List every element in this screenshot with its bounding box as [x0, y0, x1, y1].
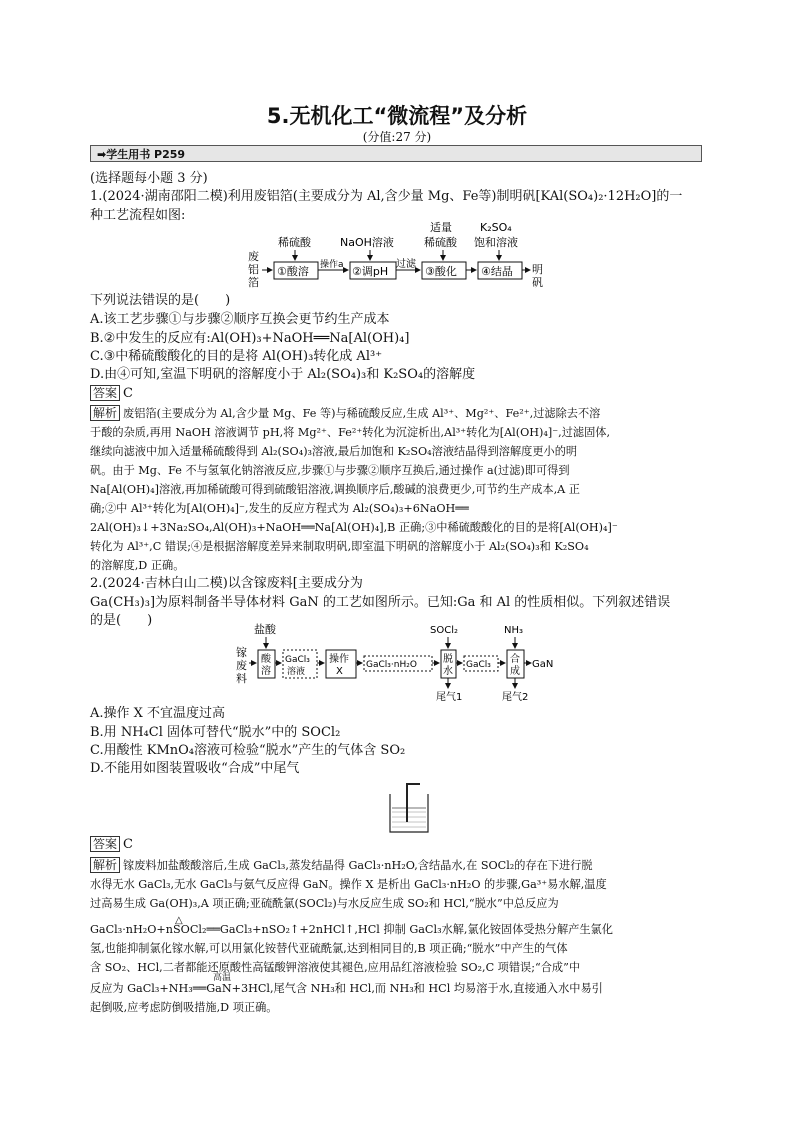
q1-reagent-4b: 饱和溶液: [474, 236, 518, 249]
q2-hcl: 盐酸: [254, 623, 276, 636]
score-note: (分值:27 分): [362, 130, 432, 144]
q1-start-char2: 铝: [248, 263, 259, 276]
q2-answer: C: [123, 837, 133, 852]
q1-option-b: B.②中发生的反应有:Al(OH)₃+NaOH══Na[Al(OH)₄]: [90, 331, 410, 346]
q1-answer: C: [123, 386, 133, 401]
q2-explain-line5: 氢,也能抑制氯化镓水解,可以用氯化铵替代亚硫酰氯,达到相同目的,B 项正确;“脱水”中产生的气体: [90, 942, 568, 955]
q1-filter: 过滤: [396, 259, 416, 270]
q2-option-d: D.不能用如图装置吸收“合成”中尾气: [90, 761, 300, 776]
q1-explain-tag: 解析: [90, 405, 120, 421]
q1-option-c: C.③中稀硫酸酸化的目的是将 Al(OH)₃转化成 Al³⁺: [90, 349, 383, 364]
q2-start-char1: 镓: [236, 646, 247, 659]
q1-step-2: ②调pH: [352, 265, 389, 278]
q1-stem-line1: 1.(2024·湖南邵阳二模)利用废铝箔(主要成分为 Al,含少量 Mg、Fe等)制明矾[KAl(SO₄)₂·12H₂O]的一: [90, 189, 683, 204]
q1-step-4: ④结晶: [481, 265, 513, 278]
q1-explain-line5: Na[Al(OH)₄]溶液,再加稀硫酸可得到硫酸铝溶液,调换顺序后,酸碱的浪费更少,可节约生产成本,A 正: [90, 483, 580, 496]
q1-step-1: ①酸溶: [277, 265, 309, 278]
q2-box-opx-1: 操作: [329, 654, 349, 665]
q1-explain-line7: 2Al(OH)₃↓+3Na₂SO₄,Al(OH)₃+NaOH══Na[Al(OH)₄],B 正确;③中稀硫酸酸化的目的是将[Al(OH)₄]⁻: [90, 521, 618, 534]
q1-explain-line6: 确;②中 Al³⁺转化为[Al(OH)₄]⁻,发生的反应方程式为 Al₂(SO₄)₃+6NaOH══: [90, 502, 469, 515]
question-note: (选择题每小题 3 分): [90, 171, 208, 186]
q2-box-acid-2: 溶: [261, 666, 271, 677]
q2-stem-line3: 的是( ): [90, 613, 153, 628]
q2-box-opx-2: X: [336, 666, 343, 677]
q2-tail-gas-2: 尾气2: [502, 692, 529, 703]
q1-explain-line4: 矾。由于 Mg、Fe 不与氢氧化钠溶液反应,步骤①与步骤②顺序互换后,通过操作 a(过滤)即可得到: [90, 464, 570, 477]
q1-answer-row: [90, 385, 702, 403]
q2-explain-tag: 解析: [90, 857, 120, 873]
q2-box-hydrate-text: GaCl₃·nH₂O: [366, 660, 417, 670]
q2-option-c: C.用酸性 KMnO₄溶液可检验“脱水”产生的气体含 SO₂: [90, 743, 406, 758]
q2-option-b: B.用 NH₄Cl 固体可替代“脱水”中的 SOCl₂: [90, 725, 341, 740]
q1-stem-line2: 种工艺流程如图:: [90, 208, 186, 223]
q2-box-syn-2: 成: [510, 666, 520, 677]
q1-end-char1: 明: [532, 263, 543, 276]
q2-socl2: SOCl₂: [430, 625, 458, 636]
q2-explain-line8: 起倒吸,应考虑防倒吸措施,D 项正确。: [90, 1001, 278, 1014]
q1-explain-line3: 继续向滤液中加入适量稀硫酸得到 Al₂(SO₄)₃溶液,最后加饱和 K₂SO₄溶液结晶得到溶解度更小的明: [90, 445, 578, 458]
q1-reagent-1: 稀硫酸: [278, 236, 311, 249]
page-title: 5.无机化工“微流程”及分析: [266, 104, 528, 128]
q2-box-dehy-1: 脱: [443, 654, 453, 665]
q1-start-char3: 箔: [248, 276, 259, 289]
q1-answer-tag: 答案: [90, 385, 120, 401]
q2-flow-diagram: [230, 620, 565, 706]
q1-explain-line9: 的溶解度,D 正确。: [90, 559, 185, 572]
beaker-apparatus-image: [384, 778, 434, 836]
q2-high-temp-label: 高温: [213, 973, 232, 983]
q2-tail-gas-1: 尾气1: [436, 692, 463, 703]
q1-reagent-3b: 稀硫酸: [424, 236, 457, 249]
q1-end-char2: 矾: [532, 276, 543, 289]
q2-explain-line1: 解析 镓废料加盐酸酸溶后,生成 GaCl₃,蒸发结晶得 GaCl₃·nH₂O,含结晶水,在 SOCl₂的存在下进行脱: [90, 856, 702, 875]
q2-box-acid-1: 酸: [261, 654, 271, 665]
q2-box-sol-2: 溶液: [287, 667, 306, 677]
q1-explain-line2: 于酸的杂质,再用 NaOH 溶液调节 pH,将 Mg²⁺、Fe²⁺转化为沉淀析出,Al³⁺转化为[Al(OH)₄]⁻,过滤固体,: [90, 426, 611, 439]
q2-explain-line6: 含 SO₂、HCl,二者都能还原酸性高锰酸钾溶液使其褪色,应用品红溶液检验 SO₂,C 项错误;“合成”中: [90, 961, 581, 974]
q2-box-dehy-2: 水: [443, 666, 453, 677]
q1-prompt: 下列说法错误的是( ): [90, 293, 231, 308]
q2-heat-symbol: △: [175, 915, 183, 926]
q1-flow-diagram: [240, 218, 560, 290]
q1-step-3: ③酸化: [425, 265, 457, 278]
q2-answer-tag: 答案: [90, 836, 120, 852]
q2-start-char3: 料: [236, 672, 247, 685]
q2-explain-line2: 水得无水 GaCl₃,无水 GaCl₃与氨气反应得 GaN。操作 X 是析出 GaCl₃·nH₂O 的步骤,Ga³⁺易水解,温度: [90, 878, 607, 891]
q2-nh3: NH₃: [504, 625, 524, 636]
q1-option-d: D.由④可知,室温下明矾的溶解度小于 Al₂(SO₄)₃和 K₂SO₄的溶解度: [90, 367, 476, 382]
q2-explain-line7: 反应为 GaCl₃+NH₃══GaN+3HCl,尾气含 NH₃和 HCl,而 NH₃和 HCl 均易溶于水,直接通入水中易引: [90, 982, 603, 995]
q2-answer-row: [90, 836, 702, 854]
q2-box-sol-1: GaCl₃: [285, 655, 310, 665]
q2-box-syn-1: 合: [510, 654, 520, 665]
q2-stem-line1: 2.(2024·吉林白山二模)以含镓废料[主要成分为: [90, 576, 363, 591]
q2-product: GaN: [532, 659, 554, 670]
q2-stem-line2: Ga(CH₃)₃]为原料制备半导体材料 GaN 的工艺如图所示。已知:Ga 和 Al 的性质相似。下列叙述错误: [90, 595, 671, 610]
q2-start-char2: 废: [236, 659, 247, 672]
q1-reagent-2: NaOH溶液: [340, 236, 394, 249]
q1-reagent-3a: 适量: [430, 221, 452, 234]
q1-reagent-4a: K₂SO₄: [480, 221, 512, 234]
q2-explain-line3: 过高易生成 Ga(OH)₃,A 项正确;亚硫酰氯(SOCl₂)与水反应生成 SO₂和 HCl,“脱水”中总反应为: [90, 897, 559, 910]
q2-explain-line4: GaCl₃·nH₂O+nSOCl₂══GaCl₃+nSO₂↑+2nHCl↑,HCl 抑制 GaCl₃水解,氯化铵固体受热分解产生氯化: [90, 923, 613, 936]
q1-explain-line1: 解析 废铝箔(主要成分为 Al,含少量 Mg、Fe 等)与稀硫酸反应,生成 Al³⁺、Mg²⁺、Fe²⁺,过滤除去不溶: [90, 404, 702, 423]
q2-option-a: A.操作 X 不宜温度过高: [90, 706, 226, 721]
q1-explain-line8: 转化为 Al³⁺,C 错误;④是根据溶解度差异来制取明矾,即室温下明矾的溶解度小于 Al₂(SO₄)₃和 K₂SO₄: [90, 540, 589, 553]
q1-option-a: A.该工艺步骤①与步骤②顺序互换会更节约生产成本: [90, 312, 390, 327]
q1-op-a: 操作a: [320, 260, 344, 270]
q1-start-char1: 废: [248, 250, 259, 263]
q2-box-gacl3-text: GaCl₃: [466, 660, 491, 670]
book-reference-bar: ➡学生用书 P259: [90, 145, 702, 162]
